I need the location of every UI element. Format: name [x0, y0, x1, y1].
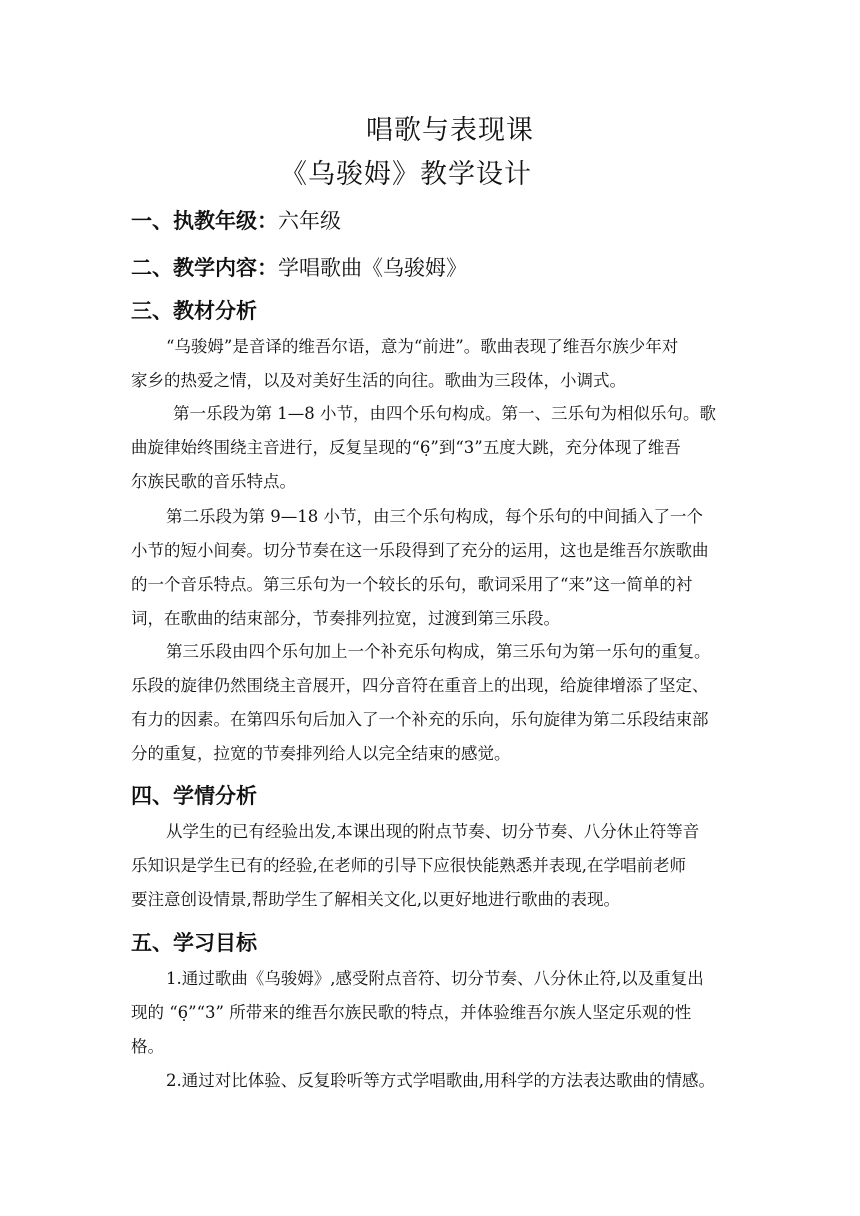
paragraph-line: 有力的因素。在第四乐句后加入了一个补充的乐向，乐句旋律为第二乐段结束部 — [131, 710, 709, 729]
paragraph-line: 第一乐段为第 1—8 小节，由四个乐句构成。第一、三乐句为相似乐句。歌 — [173, 404, 716, 423]
document-title-line2: 《乌骏姆》教学设计 — [280, 159, 532, 190]
paragraph-line: 第二乐段为第 9—18 小节，由三个乐句构成，每个乐句的中间插入了一个 — [166, 507, 703, 526]
paragraph-line: 现的 “6̣”“3” 所带来的维吾尔族民歌的特点，并体验维吾尔族人坚定乐观的性 — [131, 1003, 692, 1022]
section-content-heading — [131, 252, 467, 282]
paragraph-line: 家乡的热爱之情，以及对美好生活的向往。歌曲为三段体，小调式。 — [131, 371, 626, 390]
section-value: 六年级 — [278, 209, 341, 233]
paragraph-line: 分的重复，拉宽的节奏排列给人以完全结束的感觉。 — [131, 744, 511, 763]
paragraph-line: “乌骏姆”是音译的维吾尔语，意为“前进”。歌曲表现了维吾尔族少年对 — [166, 337, 679, 356]
section-students-heading — [131, 780, 257, 810]
goals-paragraph-2 — [131, 1064, 731, 1098]
section-number: 一、 — [131, 209, 173, 233]
paragraph-line: 乐知识是学生已有的经验,在老师的引导下应很快能熟悉并表现,在学唱前老师 — [131, 856, 686, 875]
paragraph-line: 要注意创设情景,帮助学生了解相关文化,以更好地进行歌曲的表现。 — [131, 890, 620, 909]
section-label: 学习目标 — [173, 931, 257, 955]
paragraph-line: 2.通过对比体验、反复聆听等方式学唱歌曲,用科学的方法表达歌曲的情感。 — [166, 1071, 715, 1090]
analysis-paragraph-3 — [131, 500, 731, 636]
paragraph-line: 尔族民歌的音乐特点。 — [131, 472, 296, 491]
section-analysis-heading — [131, 295, 257, 325]
section-number: 二、 — [131, 256, 173, 280]
paragraph-line: 的一个音乐特点。第三乐句为一个较长的乐句，歌词采用了“来”这一简单的衬 — [131, 575, 693, 594]
paragraph-line: 乐段的旋律仍然围绕主音展开，四分音符在重音上的出现，给旋律增添了坚定、 — [131, 676, 709, 695]
section-number: 五、 — [131, 931, 173, 955]
section-value: 学唱歌曲《乌骏姆》 — [278, 256, 467, 280]
analysis-paragraph-2 — [131, 397, 731, 499]
section-grade-heading — [131, 205, 341, 235]
section-number: 三、 — [131, 299, 173, 323]
paragraph-line: 格。 — [131, 1037, 164, 1056]
paragraph-line: 从学生的已有经验出发,本课出现的附点节奏、切分节奏、八分休止符等音 — [166, 822, 700, 841]
section-label: 执教年级： — [173, 209, 278, 233]
students-paragraph-1 — [131, 815, 731, 917]
document-title-line1: 唱歌与表现课 — [366, 115, 534, 146]
section-label: 教材分析 — [173, 299, 257, 323]
section-label: 教学内容： — [173, 256, 278, 280]
paragraph-line: 小节的短小间奏。切分节奏在这一乐段得到了充分的运用，这也是维吾尔族歌曲 — [131, 541, 709, 560]
paragraph-line: 第三乐段由四个乐句加上一个补充乐句构成，第三乐句为第一乐句的重复。 — [166, 642, 711, 661]
analysis-paragraph-4 — [131, 635, 731, 771]
paragraph-line: 1.通过歌曲《乌骏姆》,感受附点音符、切分节奏、八分休止符,以及重复出 — [166, 969, 704, 988]
section-number: 四、 — [131, 784, 173, 808]
paragraph-line: 词，在歌曲的结束部分，节奏排列拉宽，过渡到第三乐段。 — [131, 609, 560, 628]
paragraph-line: 曲旋律始终围绕主音进行，反复呈现的“6̣”到“3”五度大跳，充分体现了维吾 — [131, 438, 681, 457]
section-goals-heading — [131, 927, 257, 957]
analysis-paragraph-1 — [131, 330, 731, 398]
section-label: 学情分析 — [173, 784, 257, 808]
goals-paragraph-1 — [131, 962, 731, 1064]
